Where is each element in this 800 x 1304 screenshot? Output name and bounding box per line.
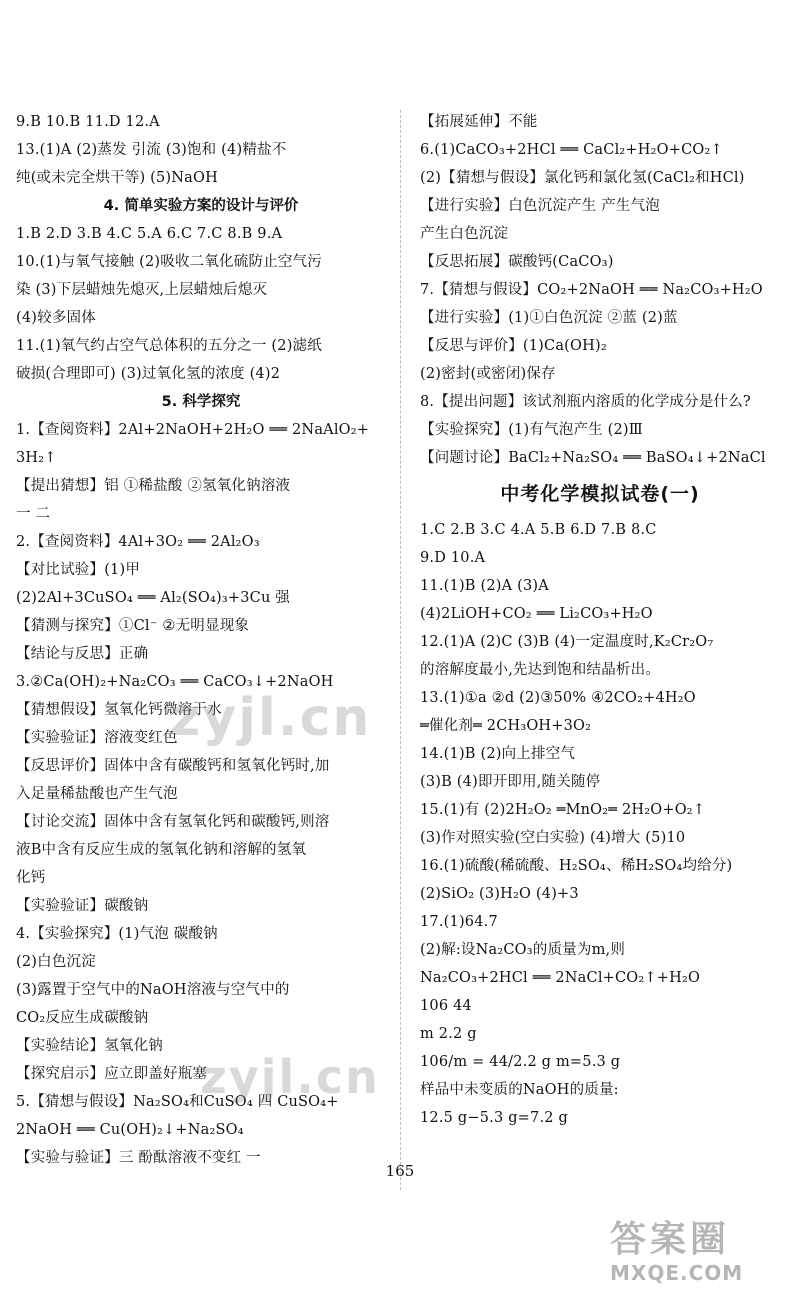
answer-line: (2)密封(或密闭)保存 bbox=[420, 366, 556, 382]
answer-line: (3)B (4)即开即用,随关随停 bbox=[420, 774, 601, 790]
column-divider bbox=[400, 110, 401, 1190]
answer-line: m 2.2 g bbox=[420, 1026, 477, 1042]
answer-line: (2)白色沉淀 bbox=[16, 954, 96, 970]
answer-line: CO₂反应生成碳酸钠 bbox=[16, 1010, 149, 1026]
watermark-logo-url: MXQE.COM bbox=[610, 1261, 744, 1285]
answer-line: 17.(1)64.7 bbox=[420, 914, 498, 930]
answer-line: 8.【提出问题】该试剂瓶内溶质的化学成分是什么? bbox=[420, 394, 751, 410]
answer-line: 12.(1)A (2)C (3)B (4)一定温度时,K₂Cr₂O₇ bbox=[420, 634, 714, 650]
answer-line: 3H₂↑ bbox=[16, 450, 57, 466]
answer-line: 【反思拓展】碳酸钙(CaCO₃) bbox=[420, 254, 614, 270]
answer-line: 的溶解度最小,先达到饱和结晶析出。 bbox=[420, 662, 661, 678]
answer-line: 5.【猜想与假设】Na₂SO₄和CuSO₄ 四 CuSO₄+ bbox=[16, 1094, 339, 1110]
answer-line: (3)露置于空气中的NaOH溶液与空气中的 bbox=[16, 982, 290, 998]
answer-line: 【实验结论】氢氧化钠 bbox=[16, 1038, 163, 1054]
answer-line: 【猜测与探究】①Cl⁻ ②无明显现象 bbox=[16, 618, 250, 634]
answer-line: 化钙 bbox=[16, 870, 46, 886]
answer-line: 6.(1)CaCO₃+2HCl ══ CaCl₂+H₂O+CO₂↑ bbox=[420, 142, 723, 158]
answer-line: 【讨论交流】固体中含有氢氧化钙和碳酸钙,则溶 bbox=[16, 814, 330, 830]
answer-line: 入足量稀盐酸也产生气泡 bbox=[16, 786, 178, 802]
answer-line: (2)【猜想与假设】氯化钙和氯化氢(CaCl₂和HCl) bbox=[420, 170, 745, 186]
answer-line: 【探究启示】应立即盖好瓶塞 bbox=[16, 1066, 208, 1082]
answer-line: 7.【猜想与假设】CO₂+2NaOH ══ Na₂CO₃+H₂O bbox=[420, 282, 763, 298]
answer-line: 【提出猜想】铝 ①稀盐酸 ②氢氧化钠溶液 bbox=[16, 478, 291, 494]
right-column bbox=[420, 108, 780, 1132]
answer-line: 9.B 10.B 11.D 12.A bbox=[16, 114, 160, 130]
watermark-text: zyjl.cn bbox=[200, 1050, 380, 1104]
answer-line: 14.(1)B (2)向上排空气 bbox=[420, 746, 576, 762]
answer-line: 染 (3)下层蜡烛先熄灭,上层蜡烛后熄灭 bbox=[16, 282, 268, 298]
page-number: 165 bbox=[385, 1162, 415, 1180]
answer-line: Na₂CO₃+2HCl ══ 2NaCl+CO₂↑+H₂O bbox=[420, 970, 701, 986]
answer-line: 13.(1)①a ②d (2)③50% ④2CO₂+4H₂O bbox=[420, 690, 696, 706]
answer-line: 1.C 2.B 3.C 4.A 5.B 6.D 7.B 8.C bbox=[420, 522, 657, 538]
section-title: 5. 科学探究 bbox=[161, 394, 241, 410]
answer-line: 【实验与验证】三 酚酞溶液不变红 一 bbox=[16, 1150, 261, 1166]
answer-line: (2)2Al+3CuSO₄ ══ Al₂(SO₄)₃+3Cu 强 bbox=[16, 590, 290, 606]
answer-line: 【对比试验】(1)甲 bbox=[16, 562, 141, 578]
answer-line: 【进行实验】白色沉淀产生 产生气泡 bbox=[420, 198, 661, 214]
answer-line: 【结论与反思】正确 bbox=[16, 646, 149, 662]
answer-line: 产生白色沉淀 bbox=[420, 226, 509, 242]
answer-line: (4)2LiOH+CO₂ ══ Li₂CO₃+H₂O bbox=[420, 606, 653, 622]
answer-line: 【进行实验】(1)①白色沉淀 ②蓝 (2)蓝 bbox=[420, 310, 678, 326]
answer-line: 【猜想假设】氢氧化钙微溶于水 bbox=[16, 702, 222, 718]
answer-line: (2)SiO₂ (3)H₂O (4)+3 bbox=[420, 886, 579, 902]
answer-line: 2NaOH ══ Cu(OH)₂↓+Na₂SO₄ bbox=[16, 1122, 244, 1138]
answer-line: 【反思与评价】(1)Ca(OH)₂ bbox=[420, 338, 607, 354]
answer-line: 1.【查阅资料】2Al+2NaOH+2H₂O ══ 2NaAlO₂+ bbox=[16, 422, 370, 438]
left-column bbox=[16, 108, 386, 1172]
answer-line: 【实验验证】溶液变红色 bbox=[16, 730, 178, 746]
answer-line: 10.(1)与氧气接触 (2)吸收二氧化硫防止空气污 bbox=[16, 254, 322, 270]
watermark-logo bbox=[610, 1220, 795, 1300]
answer-line: 【拓展延伸】不能 bbox=[420, 114, 538, 130]
answer-line: 【问题讨论】BaCl₂+Na₂SO₄ ══ BaSO₄↓+2NaCl bbox=[420, 450, 766, 466]
section-title: 4. 简单实验方案的设计与评价 bbox=[103, 198, 299, 214]
answer-line: (3)作对照实验(空白实验) (4)增大 (5)10 bbox=[420, 830, 686, 846]
answer-line: 11.(1)B (2)A (3)A bbox=[420, 578, 549, 594]
answer-line: 106/m = 44/2.2 g m=5.3 g bbox=[420, 1054, 621, 1070]
answer-line: 1.B 2.D 3.B 4.C 5.A 6.C 7.C 8.B 9.A bbox=[16, 226, 283, 242]
answer-line: 9.D 10.A bbox=[420, 550, 486, 566]
answer-line: ═催化剂═ 2CH₃OH+3O₂ bbox=[420, 718, 592, 734]
answer-line: 破损(合理即可) (3)过氧化氢的浓度 (4)2 bbox=[16, 366, 281, 382]
answer-line: 样品中未变质的NaOH的质量: bbox=[420, 1082, 619, 1098]
answer-line: 【实验探究】(1)有气泡产生 (2)Ⅲ bbox=[420, 422, 643, 438]
answer-line: 13.(1)A (2)蒸发 引流 (3)饱和 (4)精盐不 bbox=[16, 142, 287, 158]
answer-line: 纯(或未完全烘干等) (5)NaOH bbox=[16, 170, 218, 186]
answer-line: (4)较多固体 bbox=[16, 310, 96, 326]
exam-title: 中考化学模拟试卷(一) bbox=[500, 483, 700, 505]
answer-line: 2.【查阅资料】4Al+3O₂ ══ 2Al₂O₃ bbox=[16, 534, 260, 550]
answer-line: 16.(1)硫酸(稀硫酸、H₂SO₄、稀H₂SO₄均给分) bbox=[420, 858, 733, 874]
answer-line: 15.(1)有 (2)2H₂O₂ ═MnO₂═ 2H₂O+O₂↑ bbox=[420, 802, 706, 818]
answer-line: 【反思评价】固体中含有碳酸钙和氢氧化钙时,加 bbox=[16, 758, 330, 774]
answer-line: 12.5 g−5.3 g=7.2 g bbox=[420, 1110, 568, 1126]
watermark-text: zyjl.cn bbox=[170, 688, 372, 748]
answer-line: 106 44 bbox=[420, 998, 472, 1014]
answer-line: 【实验验证】碳酸钠 bbox=[16, 898, 149, 914]
answer-line: (2)解:设Na₂CO₃的质量为m,则 bbox=[420, 942, 626, 958]
answer-line: 11.(1)氧气约占空气总体积的五分之一 (2)滤纸 bbox=[16, 338, 322, 354]
answer-line: 液B中含有反应生成的氢氧化钠和溶解的氢氧 bbox=[16, 842, 307, 858]
answer-line: 4.【实验探究】(1)气泡 碳酸钠 bbox=[16, 926, 218, 942]
watermark-logo-text: 答案圈 bbox=[610, 1219, 731, 1260]
answer-line: 3.②Ca(OH)₂+Na₂CO₃ ══ CaCO₃↓+2NaOH bbox=[16, 674, 334, 690]
answer-line: 一 二 bbox=[16, 506, 51, 522]
